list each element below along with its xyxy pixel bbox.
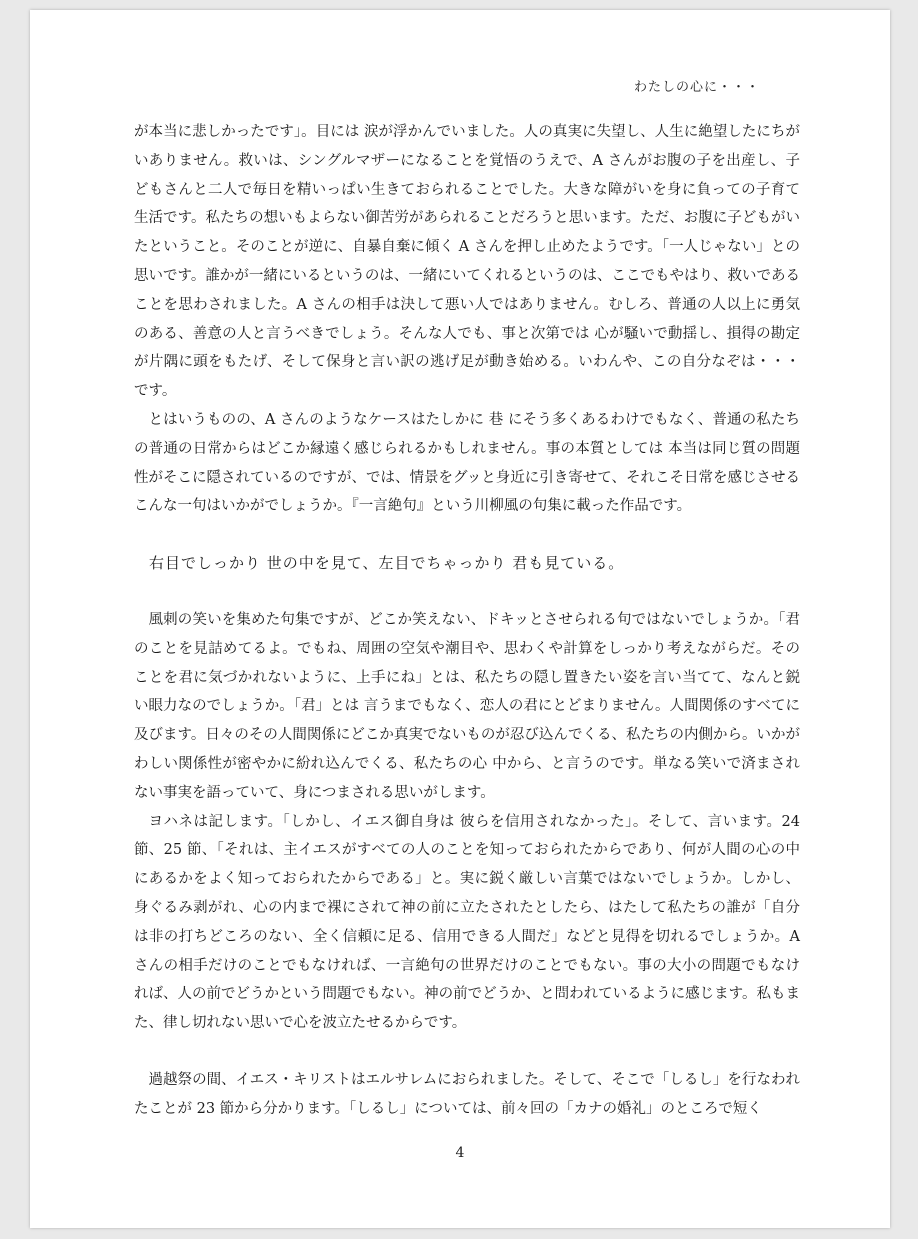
document-page (30, 10, 890, 1228)
paragraph-4: ヨハネは記します。「しかし、イエス御自身は 彼らを信用されなかった」。そして、言います。24 節、25 節、「それは、主イエスがすべての人のことを知っておられたからであり、何が人間の心の中にあるかをよく知っておられたからである」と。実に鋭く厳しい言葉ではないでしょうか。しかし、身ぐるみ剥がれ、心の内まで裸にされて神の前に立たされたとしたら、はたして私たちの誰が「自分は非の打ちどころのない、全く信頼に足る、信用できる人間だ」などと見得を切れるでしょうか。A さんの相手だけのことでもなければ、一言絶句の世界だけのことでもない。事の大小の問題でもなければ、人の前でどうかという問題でもない。神の前でどうか、と問われているように感じます。私もまた、律し切れない思いで心を波立たせるからです。 (134, 813, 800, 1032)
body-text (134, 118, 800, 1124)
paragraph-2: とはいうものの、A さんのようなケースはたしかに 巷 にそう多くあるわけでもなく、普通の私たちの普通の日常からはどこか縁遠く感じられるかもしれません。事の本質としては 本当は同じ質の問題性がそこに隠されているのですが、では、情景をグッと身近に引き寄せて、それこそ日常を感じさせるこんな一句はいかがでしょうか。『一言絶句』という川柳風の句集に載った作品です。 (134, 411, 800, 515)
paragraph-3: 風刺の笑いを集めた句集ですが、どこか笑えない、ドキッとさせられる句ではないでしょうか。「君のことを見詰めてるよ。でもね、周囲の空気や潮目や、思わくや計算をしっかり考えながらだ。そのことを君に気づかれないように、上手にね」とは、私たちの隠し置きたい姿を言い当てて、なんと鋭い眼力なのでしょうか。「君」とは 言うまでもなく、恋人の君にとどまりません。人間関係のすべてに及びます。日々のその人間関係にどこか真実でないものが忍び込んでくる、私たちの内側から。いかがわしい関係性が密やかに紛れ込んでくる、私たちの心 中から、と言うのです。単なる笑いで済まされない事実を語っていて、身につまされる思いがします。 (134, 611, 800, 801)
running-header: わたしの心に・・・ (633, 80, 760, 95)
page-number: 4 (455, 1145, 465, 1161)
paragraph-1: が本当に悲しかったです」。目には 涙が浮かんでいました。人の真実に失望し、人生に絶望したにちがいありません。救いは、シングルマザーになることを覚悟のうえで、A さんがお腹の子を出産し、子どもさんと二人で毎日を精いっぱい生きておられることでした。大きな障がいを身に負っての子育て生活です。私たちの想いもよらない御苦労があられることだろうと思います。ただ、お腹に子どもがいたということ。そのことが逆に、自暴自棄に傾く A さんを押し止めたようです。「一人じゃない」との思いです。誰かが一緒にいるというのは、一緒にいてくれるというのは、ここでもやはり、救いであることを思わされました。A さんの相手は決して悪い人ではありません。むしろ、普通の人以上に勇気のある、善意の人と言うべきでしょう。そんな人でも、事と次第では 心が騒いで動揺し、損得の勘定が片隅に頭をもたげ、そして保身と言い訳の逃げ足が動き始める。いわんや、この自分なぞは・・・です。 (134, 124, 800, 400)
paragraph-5: 過越祭の間、イエス・キリストはエルサレムにおられました。そして、そこで「しるし」を行なわれたことが 23 節から分かります。「しるし」については、前々回の「カナの婚礼」のところで短く (134, 1071, 800, 1117)
senryu-quote: 右目でしっかり 世の中を見て、左目でちゃっかり 君も見ている。 (149, 554, 625, 573)
